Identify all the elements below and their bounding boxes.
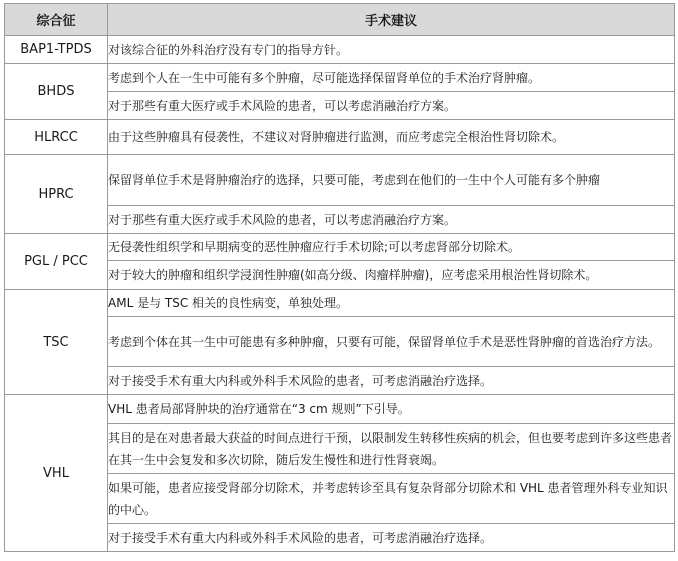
header-row (5, 4, 675, 36)
advice-cell: 考虑到个人在一生中可能有多个肿瘤，尽可能选择保留肾单位的手术治疗肾肿瘤。 (108, 64, 675, 92)
table-row (5, 290, 675, 317)
syndrome-cell: HLRCC (5, 120, 108, 155)
advice-cell: VHL 患者局部肾肿块的治疗通常在“3 cm 规则”下引导。 (108, 395, 675, 424)
advice-cell: 无侵袭性组织学和早期病变的恶性肿瘤应行手术切除;可以考虑肾部分切除术。 (108, 234, 675, 261)
table-row (5, 64, 675, 92)
table-row (5, 234, 675, 261)
table-row (5, 395, 675, 424)
syndrome-cell: TSC (5, 290, 108, 395)
advice-cell: 对于较大的肿瘤和组织学浸润性肿瘤(如高分级、肉瘤样肿瘤)，应考虑采用根治性肾切除术。 (108, 261, 675, 290)
advice-cell: 如果可能，患者应接受肾部分切除术，并考虑转诊至具有复杂肾部分切除术和 VHL 患者管理外科专业知识的中心。 (108, 474, 675, 524)
recommendation-table (4, 3, 675, 552)
advice-cell: 由于这些肿瘤具有侵袭性，不建议对肾肿瘤进行监测，而应考虑完全根治性肾切除术。 (108, 120, 675, 155)
advice-cell: 考虑到个体在其一生中可能患有多种肿瘤，只要有可能，保留肾单位手术是恶性肾肿瘤的首选治疗方法。 (108, 317, 675, 367)
advice-cell: 对该综合征的外科治疗没有专门的指导方针。 (108, 36, 675, 64)
syndrome-cell: BHDS (5, 64, 108, 120)
advice-cell: 其目的是在对患者最大获益的时间点进行干预，以限制发生转移性疾病的机会，但也要考虑到许多这些患者在其一生中会复发和多次切除，随后发生慢性和进行性肾衰竭。 (108, 424, 675, 474)
syndrome-cell: PGL / PCC (5, 234, 108, 290)
table-row (5, 155, 675, 206)
advice-cell: 对于那些有重大医疗或手术风险的患者，可以考虑消融治疗方案。 (108, 206, 675, 234)
advice-cell: 保留肾单位手术是肾肿瘤治疗的选择，只要可能，考虑到在他们的一生中个人可能有多个肿瘤 (108, 155, 675, 206)
advice-cell: 对于接受手术有重大内科或外科手术风险的患者，可考虑消融治疗选择。 (108, 367, 675, 395)
advice-cell: 对于接受手术有重大内科或外科手术风险的患者，可考虑消融治疗选择。 (108, 524, 675, 552)
table-row (5, 36, 675, 64)
syndrome-column-header: 综合征 (5, 4, 108, 36)
syndrome-cell: BAP1-TPDS (5, 36, 108, 64)
advice-cell: AML 是与 TSC 相关的良性病变，单独处理。 (108, 290, 675, 317)
syndrome-cell: HPRC (5, 155, 108, 234)
advice-cell: 对于那些有重大医疗或手术风险的患者，可以考虑消融治疗方案。 (108, 92, 675, 120)
advice-column-header: 手术建议 (108, 4, 675, 36)
table-row (5, 120, 675, 155)
syndrome-cell: VHL (5, 395, 108, 552)
